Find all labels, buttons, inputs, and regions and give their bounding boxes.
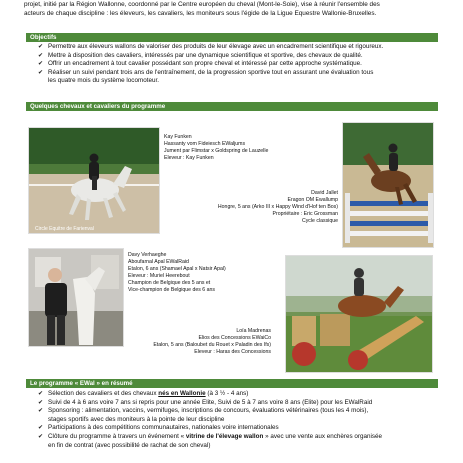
checkmark-icon: ✔: [38, 391, 44, 397]
list-item: ✔ Clôture du programme à travers un événement « vitrine de l'élevage wallon » avec une vente aux enchères organisée: [38, 432, 383, 440]
programme-list: [36, 390, 450, 450]
photo-cross-country-jump: [285, 255, 433, 373]
checkmark-icon: ✔: [38, 44, 44, 50]
photo-show-jumping-brown-horse: [342, 122, 434, 248]
chevaux-heading: Quelques chevaux et cavaliers du programme: [26, 102, 438, 111]
objectifs-list: [36, 43, 446, 86]
list-item: ✔ Sélection des cavaliers et des chevaux nés en Wallonie (à 3 ½ - 4 ans): [38, 390, 249, 397]
photo-caption: Circle Equitre de Farienval: [35, 226, 94, 232]
caption-davy-verhaeghe: Davy Verhaeghe Aboufarnal Apal EWalRaid Etalon, 6 ans (Shamael Apal x Natsir Apal) Eleveur : Muriel Heerebout Champion de Belgique des 5 ans et Vice-champion de Belgique des 6 ans: [128, 252, 226, 294]
intro-line-2: acteurs de chaque discipline : les éleveurs, les cavaliers, les moniteurs sous l'égide de la Ligue Equestre Wallonie-Bruxelles.: [24, 10, 377, 18]
list-item: ✔ Sponsoring : alimentation, vaccins, vermifuges, inscriptions de concours, évaluations vétérinaires (tous les 4 mois),: [38, 407, 369, 415]
list-item: ✔ Suivi de 4 à 6 ans voire 7 ans si repris pour une année Elite, Suivi de 5 à 7 ans voire 8 ans (Elite) pour les EWalRaid: [38, 398, 373, 406]
photo-rider-with-white-horse: [28, 248, 124, 347]
checkmark-icon: ✔: [38, 408, 44, 415]
checkmark-icon: ✔: [38, 61, 44, 68]
list-item: ✔ Participations à des compétitions communautaires, nationales voire internationales: [38, 424, 279, 432]
list-item: ✔ Offrir un encadrement à tout cavalier possédant son propre cheval et intéressé par cette approche systématique.: [38, 60, 362, 68]
intro-line-1: projet, initié par la Région Wallonne, coordonné par le Centre européen du cheval (Mont-le-Soie), vise à réunir l'ensemble des: [24, 1, 380, 8]
programme-heading: Le programme « EWal » en résumé: [26, 379, 438, 388]
list-item-continuation: en fin de contrat (avec possibilité de rachat de son cheval): [48, 441, 211, 449]
objectifs-heading: Objectifs: [26, 33, 438, 42]
caption-loia-madrenas: Loïa Madrenas Elios des Concessions EWaiCo Etalon, 5 ans (Baloubet du Rouet x Paladin des Ifs) Eleveur : Haras des Concessions: [153, 328, 271, 356]
caption-kay-funken: Kay Funken Hassanty vom Fideiesch EWaljums Jument par Flimstar x Goldspring de Lauzelle Eleveur : Kay Funken: [164, 134, 269, 162]
intro-paragraph: [24, 0, 448, 19]
checkmark-icon: ✔: [38, 425, 44, 432]
list-item-continuation: stages sportifs avec des moniteurs à la pointe de leur discipline: [48, 415, 225, 423]
list-item: ✔ Réaliser un suivi pendant trois ans de l'entraînement, de la progression sportive tout en assurant une évaluation tous: [38, 68, 374, 76]
list-item: ✔ Mettre à disposition des cavaliers, intéressés par une dynamique scientifique et sportive, des chevaux de qualité.: [38, 51, 363, 59]
checkmark-icon: ✔: [38, 399, 44, 406]
checkmark-icon: ✔: [38, 69, 44, 76]
photo-dressage-grey-horse: [28, 127, 160, 234]
checkmark-icon: ✔: [38, 52, 44, 59]
caption-david-jallet: David Jallet Eragon OM Ewallump Hongre, 5 ans (Arko III x Happy Wind d'Hof ten Bos) Propriétaire : Eric Grossman Cycle classique: [217, 190, 338, 225]
list-item: ✔ Permettre aux éleveurs wallons de valoriser des produits de leur élevage avec un encadrement scientifique et rigoureux.: [38, 43, 384, 50]
list-item-continuation: les quatre mois du système locomoteur.: [48, 77, 159, 85]
checkmark-icon: ✔: [38, 433, 44, 440]
